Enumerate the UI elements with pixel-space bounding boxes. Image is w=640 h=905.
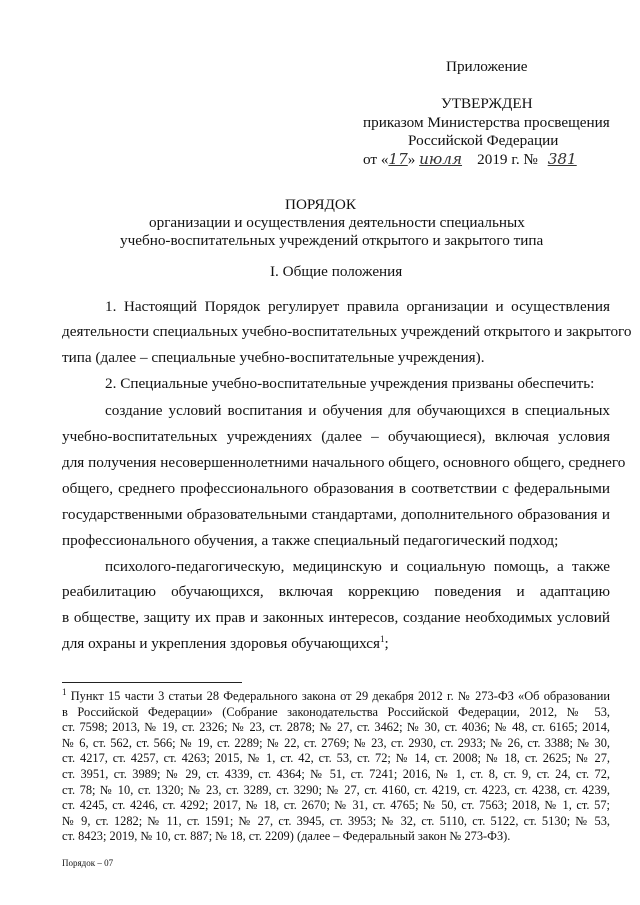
footnote-line: № 9, ст. 1282; № 11, ст. 1591; № 27, ст. 3945, ст. 3953; № 32, ст. 5110, ст. 5122, ст. 5130; № 53, [62, 813, 610, 828]
date-day-handwritten: 17 [388, 150, 408, 168]
date-prefix: от « [363, 151, 389, 168]
federation-line: Российской Федерации [408, 132, 559, 149]
footnote-line: $^1$ Пункт 15 части 3 статьи 28 Федерального закона от 29 декабря 2012 г. № 273-ФЗ «Об образовании [62, 686, 610, 703]
order-number-handwritten: 381 [547, 150, 577, 168]
body-line-3: типа (далее – специальные учебно-воспитательные учреждения). [62, 349, 485, 366]
page-footer-code: Порядок – 07 [62, 858, 114, 868]
body-line-14-tail: ; [384, 635, 389, 652]
body-line-11: психолого-педагогическую, медицинскую и социальную помощь, а также [105, 558, 610, 575]
footnote-line: ст. 7598; 2013, № 19, ст. 2326; № 23, ст. 2878; № 27, ст. 3462; № 30, ст. 4036; № 48, ст. 6165; 2014, [62, 720, 610, 735]
document-title: ПОРЯДОК [285, 196, 357, 213]
body-line-4: 2. Специальные учебно-воспитательные учреждения призваны обеспечить: [105, 375, 595, 392]
body-line-2: деятельности специальных учебно-воспитательных учреждений открытого и закрытого [62, 323, 632, 340]
footnote-line: ст. 8423; 2019, № 10, ст. 887; № 18, ст. 2209) (далее – Федеральный закон № 273-ФЗ). [62, 829, 511, 844]
body-line-9: государственными образовательными стандартами, дополнительного образования и [62, 506, 610, 523]
footnote-line: ст. 4245, ст. 4246, ст. 4292; 2017, № 18, ст. 2670; № 31, ст. 4765; № 50, ст. 7563; 2018, № 1, ст. 57; [62, 798, 610, 813]
appendix-label: Приложение [446, 58, 528, 75]
body-line-5: создание условий воспитания и обучения для обучающихся в специальных [105, 402, 610, 419]
body-line-10: профессионального обучения, а также специальный педагогический подход; [62, 532, 559, 549]
date-month-handwritten: июля [419, 150, 463, 168]
footnote-line: ст. 3951, ст. 3989; № 29, ст. 4339, ст. 4364; № 51, ст. 7241; 2016, № 1, ст. 8, ст. 9, ст. 24, ст. 72, [62, 766, 610, 781]
title-line-1: организации и осуществления деятельности специальных [149, 214, 525, 231]
body-line-14-text: для охраны и укрепления здоровья обучающихся [62, 635, 380, 652]
body-line-8: общего, среднего профессионального образования в соответствии с федеральными [62, 480, 610, 497]
title-line-2: учебно-воспитательных учреждений открытого и закрытого типа [120, 232, 544, 249]
body-line-1: 1. Настоящий Порядок регулирует правила организации и осуществления [105, 298, 610, 315]
footnote-separator [62, 682, 242, 683]
body-line-14 [62, 634, 389, 653]
body-line-6: учебно-воспитательных учреждениях (далее – обучающиеся), включая условия [62, 428, 610, 445]
order-by-line: приказом Министерства просвещения [363, 114, 610, 131]
order-date-line [363, 150, 598, 169]
date-year: 2019 г. № [477, 151, 538, 168]
footnote-line: ст. 78; № 10, ст. 1320; № 23, ст. 3289, ст. 3290; № 27, ст. 4160, ст. 4219, ст. 4223, ст. 4238, ст. 4239, [62, 782, 610, 797]
footnote-line: в Российской Федерации» (Собрание законодательства Российской Федерации, 2012, № 53, [62, 704, 610, 719]
body-line-13: в обществе, защиту их прав и законных интересов, создание необходимых условий [62, 609, 610, 626]
footnote-reference: 1 [379, 633, 385, 644]
footnote-marker: 1 [62, 686, 67, 697]
section-heading: I. Общие положения [270, 263, 403, 280]
footnote-line: № 6, ст. 562, ст. 566; № 19, ст. 2289; № 22, ст. 2769; № 23, ст. 2930, ст. 2933; № 26, ст. 3388; № 30, [62, 735, 610, 750]
date-quote-close: » [407, 151, 416, 168]
approved-label: УТВЕРЖДЕН [441, 95, 533, 112]
footnote-line: ст. 4217, ст. 4257, ст. 4263; 2015, № 1, ст. 42, ст. 53, ст. 72; № 14, ст. 2008; № 18, ст. 2625; № 27, [62, 751, 610, 766]
footnote [62, 686, 610, 845]
body-line-7: для получения несовершеннолетними начального общего, основного общего, среднего [62, 454, 626, 471]
body-line-12: реабилитацию обучающихся, включая коррекцию поведения и адаптацию [62, 583, 610, 600]
